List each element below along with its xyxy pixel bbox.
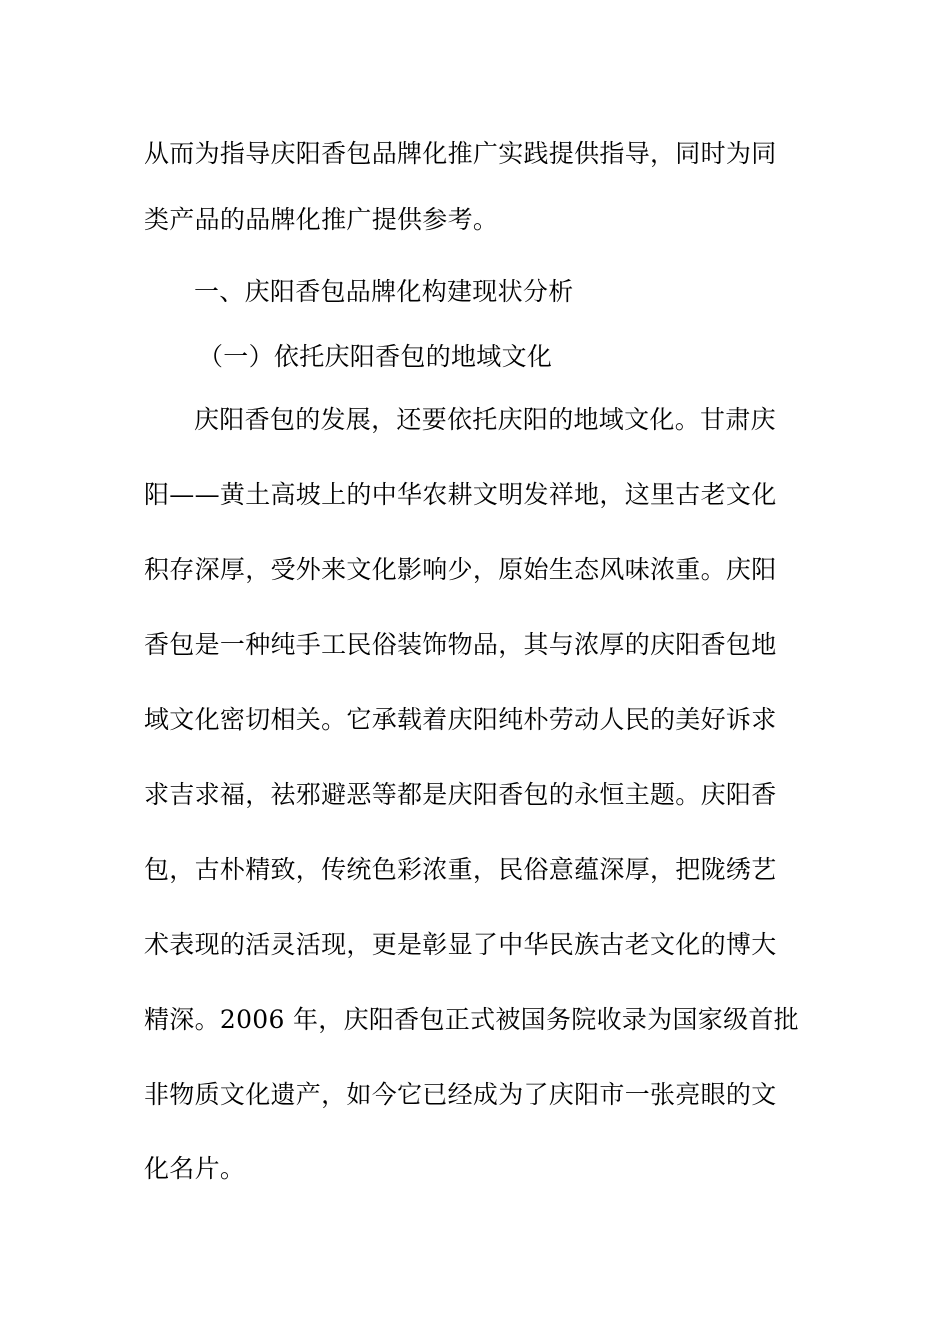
paragraph-line: 从而为指导庆阳香包品牌化推广实践提供指导，同时为同 — [144, 139, 777, 168]
paragraph-line: 术表现的活灵活现，更是彰显了中华民族古老文化的博大 — [144, 930, 777, 959]
paragraph-line: 包，古朴精致，传统色彩浓重，民俗意蕴深厚，把陇绣艺 — [144, 855, 777, 884]
paragraph-line: 化名片。 — [144, 1154, 246, 1183]
paragraph-line: 积存深厚，受外来文化影响少，原始生态风味浓重。庆阳 — [144, 555, 777, 584]
subsection-heading: （一）依托庆阳香包的地域文化 — [198, 342, 553, 371]
paragraph-line: 阳——黄土高坡上的中华农耕文明发祥地，这里古老文化 — [144, 480, 777, 509]
paragraph-line: 精深。2006 年，庆阳香包正式被国务院收录为国家级首批 — [144, 1005, 799, 1034]
paragraph-line: 类产品的品牌化推广提供参考。 — [144, 205, 499, 234]
section-heading: 一、庆阳香包品牌化构建现状分析 — [194, 277, 574, 306]
paragraph-line: 非物质文化遗产，如今它已经成为了庆阳市一张亮眼的文 — [144, 1080, 777, 1109]
paragraph-line: 香包是一种纯手工民俗装饰物品，其与浓厚的庆阳香包地 — [144, 630, 777, 659]
paragraph-line: 求吉求福，祛邪避恶等都是庆阳香包的永恒主题。庆阳香 — [144, 780, 777, 809]
paragraph-line: 域文化密切相关。它承载着庆阳纯朴劳动人民的美好诉求 — [144, 705, 777, 734]
paragraph-line: 庆阳香包的发展，还要依托庆阳的地域文化。甘肃庆 — [194, 405, 776, 434]
